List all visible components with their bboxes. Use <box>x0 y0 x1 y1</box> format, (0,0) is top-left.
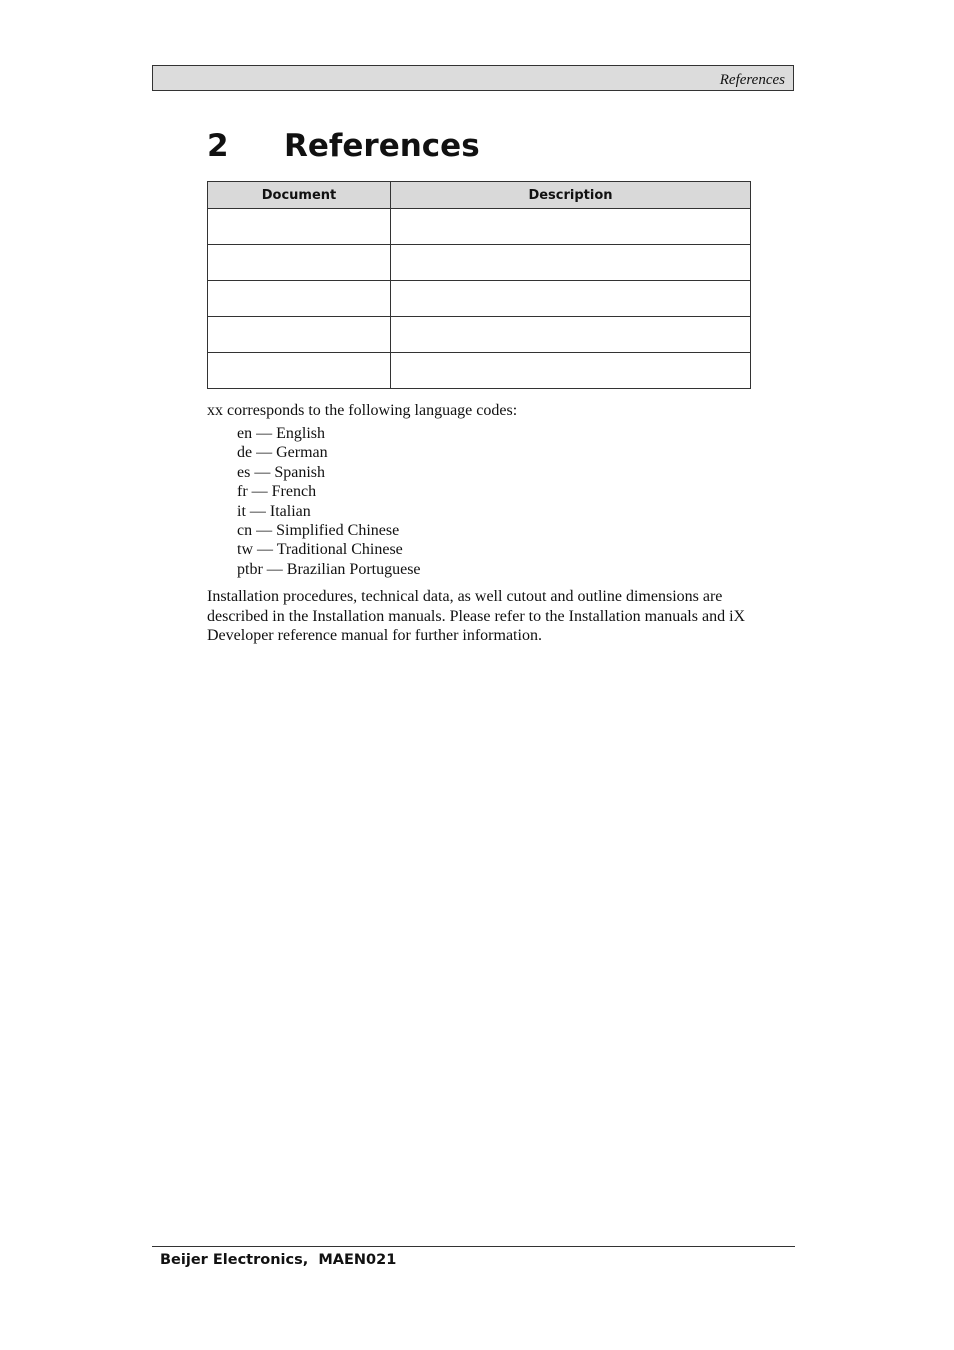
document-cell <box>208 209 391 245</box>
description-cell <box>391 209 751 245</box>
description-cell <box>391 353 751 389</box>
description-cell <box>391 281 751 317</box>
chapter-title: References <box>284 128 480 164</box>
column-header-description: Description <box>391 182 751 209</box>
description-cell <box>391 317 751 353</box>
document-cell <box>208 245 391 281</box>
list-item: it — Italian <box>237 502 311 520</box>
list-item: de — German <box>237 444 328 462</box>
table-row <box>208 353 751 389</box>
references-table <box>207 181 751 389</box>
page-footer: Beijer Electronics, MAEN021 <box>160 1252 397 1268</box>
list-item: en — English <box>237 425 325 442</box>
list-item: fr — French <box>237 483 317 501</box>
table-row <box>208 245 751 281</box>
list-item: ptbr — Brazilian Portuguese <box>237 560 421 578</box>
document-cell <box>208 317 391 353</box>
table-row <box>208 281 751 317</box>
list-item: tw — Traditional Chinese <box>237 541 403 559</box>
language-intro: xx corresponds to the following language codes: <box>207 402 518 419</box>
running-header <box>152 65 794 91</box>
list-item: cn — Simplified Chinese <box>237 522 400 540</box>
running-header-label: References <box>719 72 785 88</box>
language-list <box>237 424 421 579</box>
document-cell <box>208 353 391 389</box>
document-cell <box>208 281 391 317</box>
column-header-document: Document <box>208 182 391 209</box>
table-row <box>208 209 751 245</box>
list-item: es — Spanish <box>237 463 325 481</box>
table-header-row <box>208 182 751 209</box>
table-row <box>208 317 751 353</box>
chapter-number: 2 <box>207 128 229 164</box>
footer-divider <box>152 1246 795 1247</box>
description-cell <box>391 245 751 281</box>
installation-paragraph: Installation procedures, technical data, as well cutout and outline dimensions are described in the Installation manuals. Please refer to the Installation manuals and iX Developer reference manual for further information. <box>207 588 746 644</box>
